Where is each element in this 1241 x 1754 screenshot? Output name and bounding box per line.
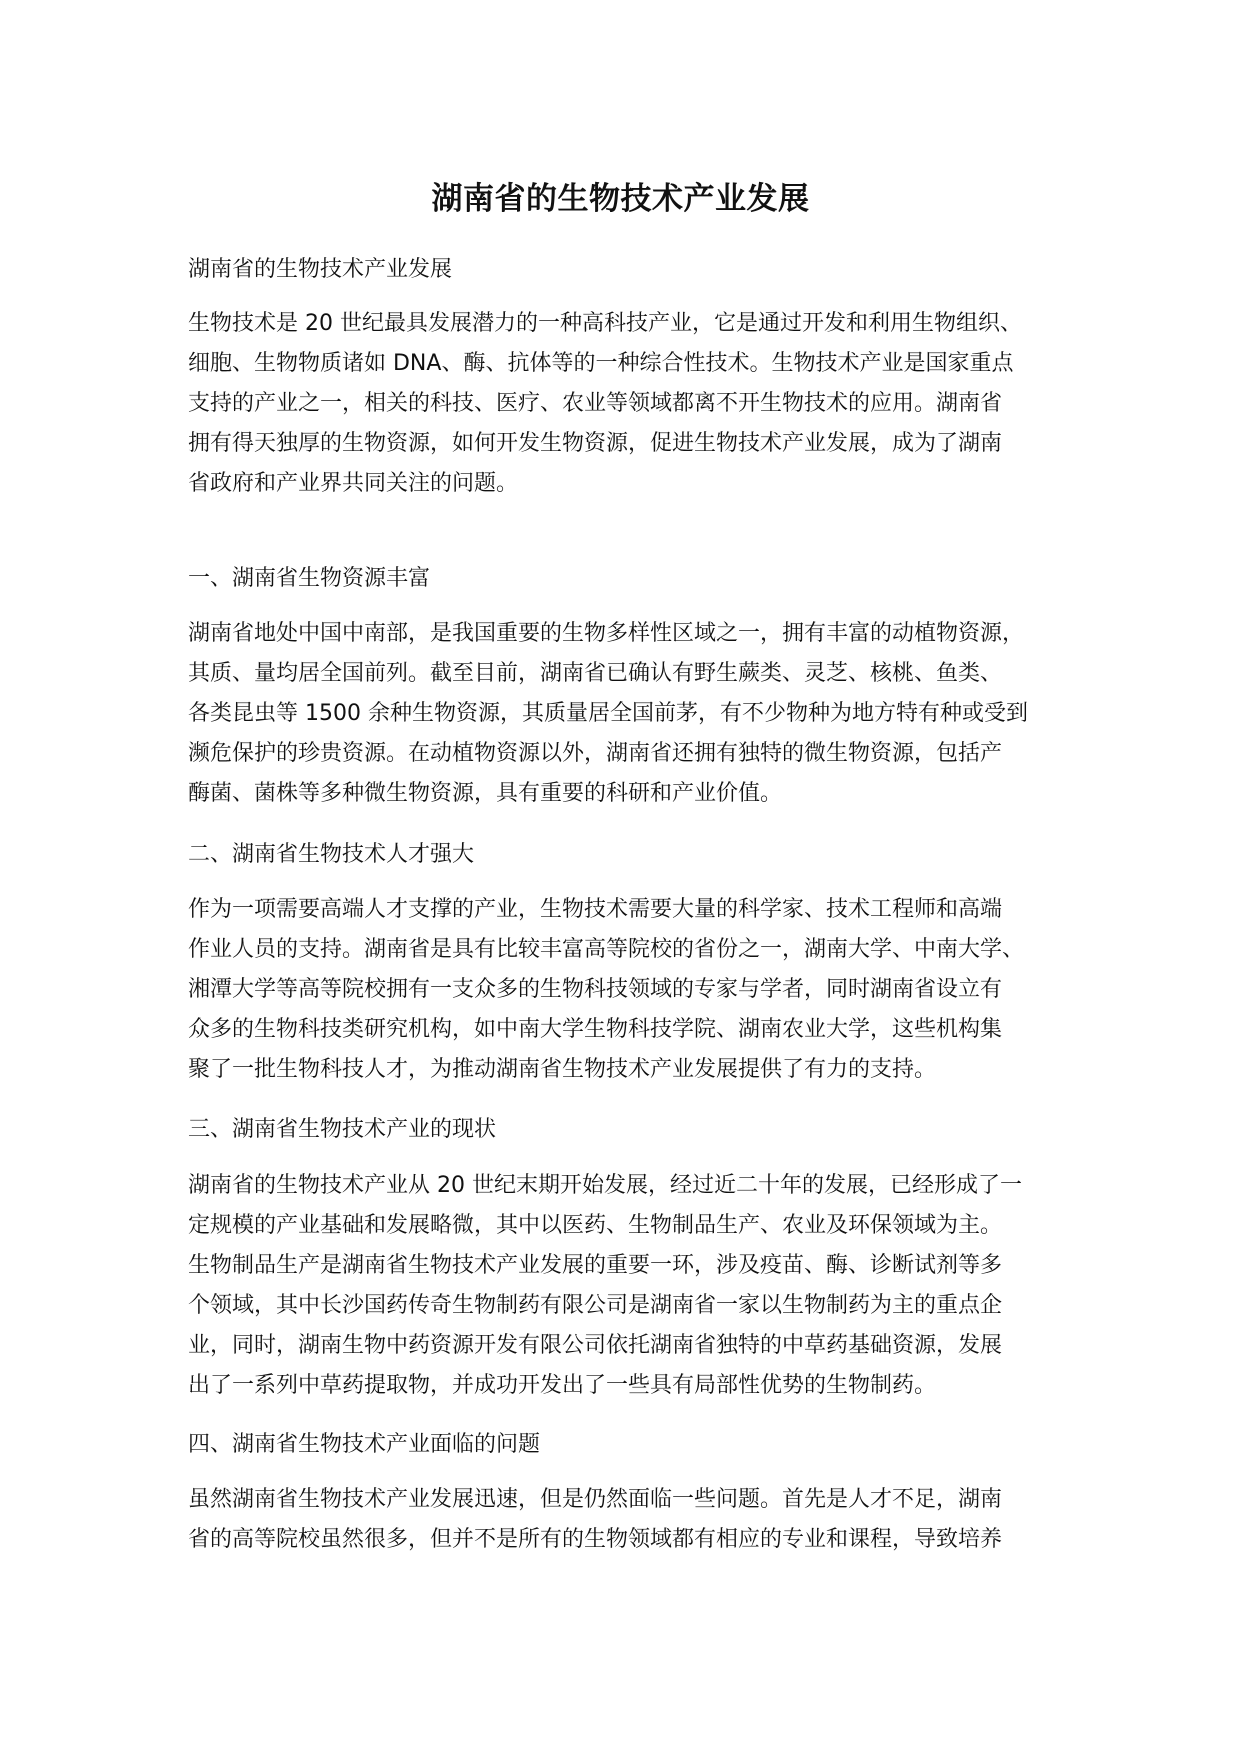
document-title: 湖南省的生物技术产业发展 bbox=[431, 181, 810, 217]
paragraph-line: 支持的产业之一，相关的科技、医疗、农业等领域都离不开生物技术的应用。湖南省 bbox=[188, 391, 1003, 416]
paragraph-line: 拥有得天独厚的生物资源，如何开发生物资源，促进生物技术产业发展，成为了湖南 bbox=[188, 431, 1003, 456]
paragraph-line: 众多的生物科技类研究机构，如中南大学生物科技学院、湖南农业大学，这些机构集 bbox=[188, 1017, 1003, 1042]
paragraph-line: 省的高等院校虽然很多，但并不是所有的生物领域都有相应的专业和课程，导致培养 bbox=[188, 1527, 1003, 1552]
intro-paragraph bbox=[188, 304, 1022, 504]
section-paragraph-4 bbox=[188, 1480, 1002, 1560]
paragraph-line: 出了一系列中草药提取物，并成功开发出了一些具有局部性优势的生物制药。 bbox=[188, 1373, 937, 1398]
section-heading-4: 四、湖南省生物技术产业面临的问题 bbox=[188, 1432, 541, 1457]
paragraph-line: 聚了一批生物科技人才，为推动湖南省生物技术产业发展提供了有力的支持。 bbox=[188, 1057, 937, 1082]
paragraph-line: 业，同时，湖南生物中药资源开发有限公司依托湖南省独特的中草药基础资源，发展 bbox=[188, 1333, 1003, 1358]
paragraph-line: 濒危保护的珍贵资源。在动植物资源以外，湖南省还拥有独特的微生物资源，包括产 bbox=[188, 741, 1003, 766]
paragraph-line: 湘潭大学等高等院校拥有一支众多的生物科技领域的专家与学者，同时湖南省设立有 bbox=[188, 977, 1003, 1002]
section-paragraph-3 bbox=[188, 1166, 1022, 1406]
section-heading-2: 二、湖南省生物技术人才强大 bbox=[188, 842, 475, 867]
paragraph-line: 湖南省的生物技术产业从 20 世纪末期开始发展，经过近二十年的发展，已经形成了一 bbox=[188, 1173, 1022, 1198]
paragraph-line: 湖南省地处中国中南部，是我国重要的生物多样性区域之一，拥有丰富的动植物资源， bbox=[188, 621, 1025, 646]
paragraph-line: 作为一项需要高端人才支撑的产业，生物技术需要大量的科学家、技术工程师和高端 bbox=[188, 897, 1003, 922]
section-heading-3: 三、湖南省生物技术产业的现状 bbox=[188, 1117, 497, 1142]
paragraph-line: 生物技术是 20 世纪最具发展潜力的一种高科技产业，它是通过开发和利用生物组织、 bbox=[188, 311, 1022, 336]
paragraph-line: 各类昆虫等 1500 余种生物资源，其质量居全国前茅，有不少物种为地方特有种或受到 bbox=[188, 701, 1028, 726]
paragraph-line: 生物制品生产是湖南省生物技术产业发展的重要一环，涉及疫苗、酶、诊断试剂等多 bbox=[188, 1253, 1003, 1278]
paragraph-line: 省政府和产业界共同关注的问题。 bbox=[188, 471, 519, 496]
paragraph-line: 作业人员的支持。湖南省是具有比较丰富高等院校的省份之一，湖南大学、中南大学、 bbox=[188, 937, 1025, 962]
section-paragraph-2 bbox=[188, 890, 1024, 1090]
document-subtitle: 湖南省的生物技术产业发展 bbox=[188, 257, 453, 282]
paragraph-line: 虽然湖南省生物技术产业发展迅速，但是仍然面临一些问题。首先是人才不足，湖南 bbox=[188, 1487, 1003, 1512]
section-paragraph-1 bbox=[188, 614, 1028, 814]
paragraph-line: 细胞、生物物质诸如 DNA、酶、抗体等的一种综合性技术。生物技术产业是国家重点 bbox=[188, 351, 1014, 376]
paragraph-line: 定规模的产业基础和发展略微，其中以医药、生物制品生产、农业及环保领域为主。 bbox=[188, 1213, 1003, 1238]
paragraph-line: 个领域，其中长沙国药传奇生物制药有限公司是湖南省一家以生物制药为主的重点企 bbox=[188, 1293, 1003, 1318]
paragraph-line: 其质、量均居全国前列。截至目前，湖南省已确认有野生蕨类、灵芝、核桃、鱼类、 bbox=[188, 661, 1003, 686]
section-heading-1: 一、湖南省生物资源丰富 bbox=[188, 566, 431, 591]
paragraph-line: 酶菌、菌株等多种微生物资源，具有重要的科研和产业价值。 bbox=[188, 781, 783, 806]
